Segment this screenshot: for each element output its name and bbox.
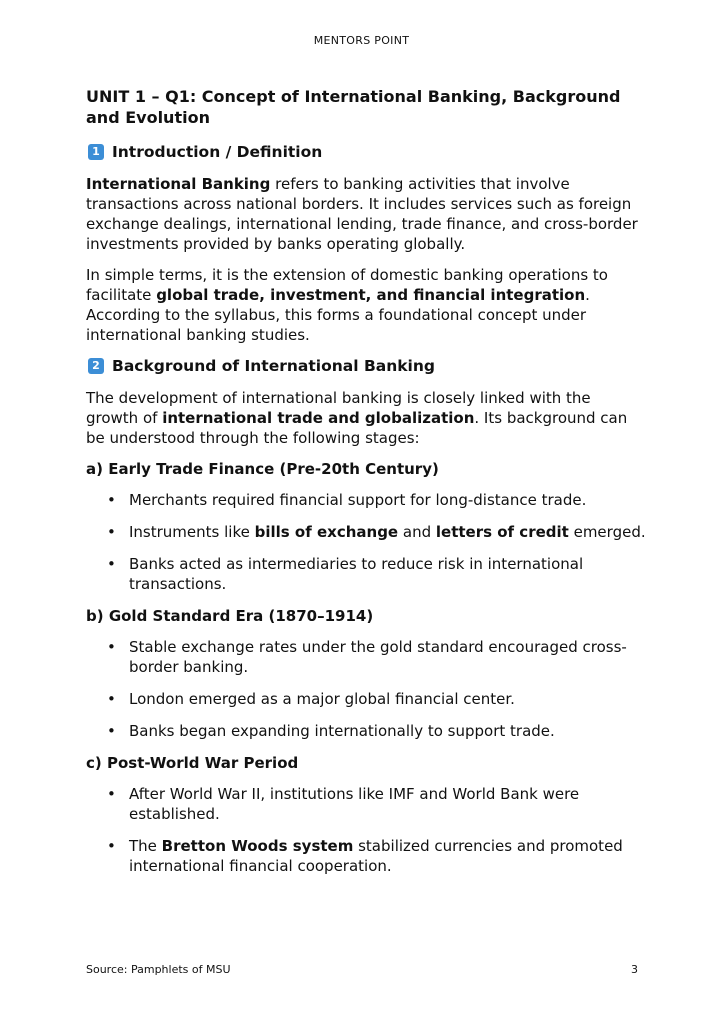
list-item: • Instruments like bills of exchange and letters of credit emerged. <box>107 523 646 541</box>
subsection-a-list <box>86 490 646 594</box>
section-heading-text: Introduction / Definition <box>112 143 323 161</box>
section-heading-background <box>86 356 646 376</box>
list-item: • After World War II, institutions like IMF and World Bank were established. <box>107 785 580 823</box>
list-item: • Banks began expanding internationally to support trade. <box>107 722 555 740</box>
section-heading-introduction <box>86 142 646 162</box>
number-1-badge-icon: 1 <box>88 144 104 160</box>
bullet-icon: • <box>107 491 116 509</box>
bullet-icon: • <box>107 722 116 740</box>
page-title: UNIT 1 – Q1: Concept of International Banking, Background and Evolution <box>86 87 621 127</box>
number-2-badge-icon: 2 <box>88 358 104 374</box>
bullet-icon: • <box>107 690 116 708</box>
bullet-icon: • <box>107 555 116 573</box>
bullet-icon: • <box>107 785 116 803</box>
bullet-icon: • <box>107 638 116 656</box>
bullet-icon: • <box>107 523 116 541</box>
subsection-a-title: a) Early Trade Finance (Pre-20th Century) <box>86 460 439 478</box>
list-item: • Stable exchange rates under the gold standard encouraged cross-border banking. <box>107 638 627 676</box>
section-heading-text: Background of International Banking <box>112 357 436 375</box>
list-item: • The Bretton Woods system stabilized currencies and promoted international financial cooperation. <box>107 837 623 875</box>
page-footer <box>86 963 638 976</box>
subsection-b-title: b) Gold Standard Era (1870–1914) <box>86 607 374 625</box>
bullet-icon: • <box>107 837 116 855</box>
subsection-c-title: c) Post-World War Period <box>86 754 299 772</box>
list-item: • London emerged as a major global financial center. <box>107 690 515 708</box>
subsection-c-list <box>86 784 646 876</box>
intro-paragraph-2: In simple terms, it is the extension of domestic banking operations to facilitate global trade, investment, and financial integration. According to the syllabus, this forms a foundational concept under international banking studies. <box>86 266 608 344</box>
page-number: 3 <box>631 963 638 976</box>
list-item: • Merchants required financial support for long-distance trade. <box>107 491 587 509</box>
intro-paragraph-1: International Banking refers to banking activities that involve transactions across national borders. It includes services such as foreign exchange dealings, international lending, trade finance, and cross-border investments provided by banks operating globally. <box>86 175 638 253</box>
document-body <box>86 86 646 888</box>
list-item: • Banks acted as intermediaries to reduce risk in international transactions. <box>107 555 584 593</box>
footer-source: Source: Pamphlets of MSU <box>86 963 231 976</box>
background-paragraph: The development of international banking is closely linked with the growth of international trade and globalization. Its background can be understood through the following stages: <box>86 389 628 447</box>
subsection-b-list <box>86 637 646 741</box>
page-header: MENTORS POINT <box>313 34 410 47</box>
